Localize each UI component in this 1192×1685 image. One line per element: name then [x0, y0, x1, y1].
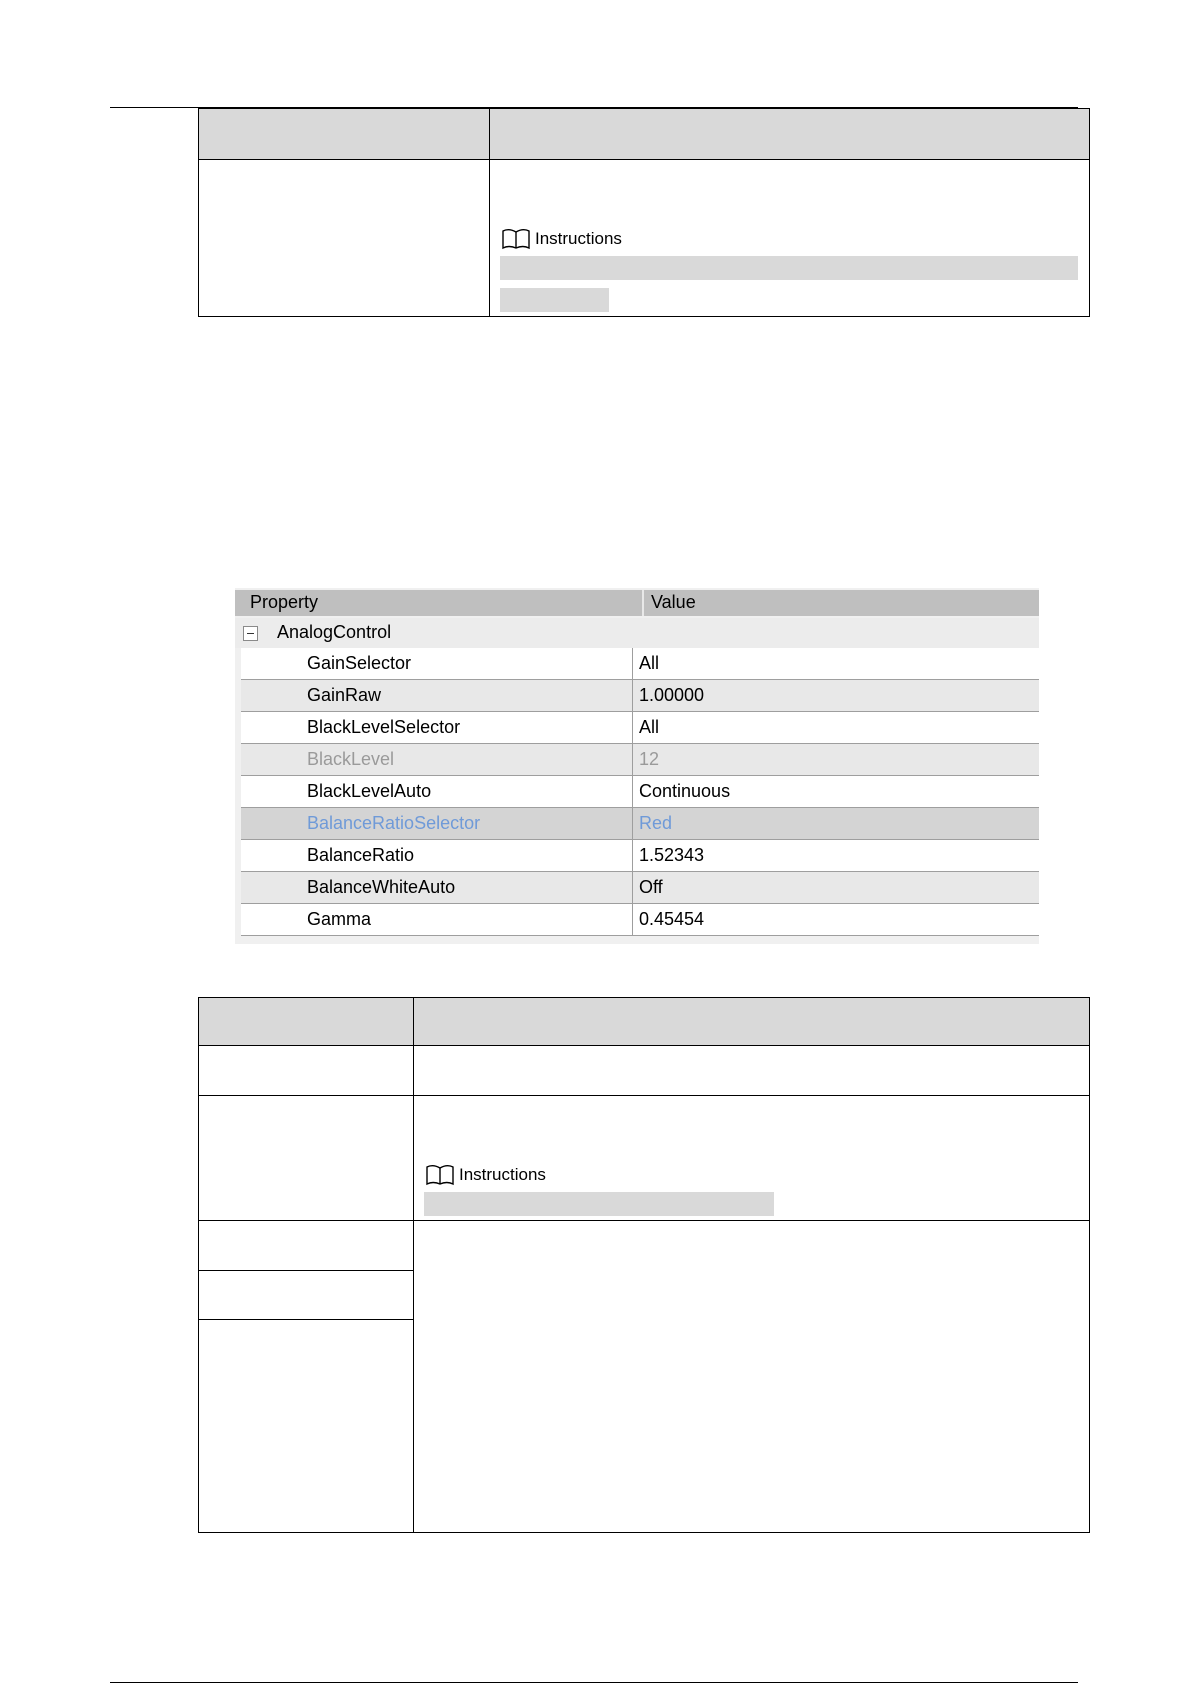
property-name-cell[interactable] [241, 776, 633, 808]
table-2-row-1-description [413, 1045, 1090, 1096]
table-2-row-2-name [198, 1095, 414, 1221]
property-value: Continuous [639, 781, 731, 801]
instructions-label: Instructions [459, 1165, 546, 1184]
redacted-text-bar [424, 1192, 774, 1216]
property-name-cell[interactable] [241, 808, 633, 840]
property-name: Gamma [307, 909, 372, 929]
book-icon [501, 228, 531, 250]
property-name-cell[interactable] [241, 680, 633, 712]
category-row-analogcontrol[interactable] [235, 618, 1039, 648]
property-name: BlackLevel [307, 749, 395, 769]
property-name-cell[interactable] [241, 904, 633, 936]
page-footer-rule [110, 1682, 1078, 1683]
property-row[interactable] [235, 712, 1039, 744]
property-value-cell[interactable] [633, 840, 1039, 872]
table-2-header-col-2 [413, 997, 1090, 1046]
redacted-text-bar [500, 256, 1078, 280]
property-row[interactable] [235, 744, 1039, 776]
value-column-header[interactable]: Value [651, 592, 696, 612]
property-row[interactable] [235, 648, 1039, 680]
property-name: BalanceRatio [307, 845, 415, 865]
column-divider[interactable] [642, 590, 644, 616]
property-value-cell[interactable] [633, 680, 1039, 712]
table-2-merged-description [413, 1220, 1090, 1533]
property-value-cell[interactable] [633, 872, 1039, 904]
table-2-row-1-name [198, 1045, 414, 1096]
property-value: 0.45454 [639, 909, 705, 929]
table-2-row-4-name [198, 1270, 414, 1320]
property-value: Off [639, 877, 663, 897]
category-label: AnalogControl [277, 622, 392, 642]
property-name-cell[interactable] [241, 744, 633, 776]
property-row[interactable] [235, 680, 1039, 712]
property-name: GainRaw [307, 685, 382, 705]
property-name: BalanceWhiteAuto [307, 877, 456, 897]
property-value-cell[interactable] [633, 648, 1039, 680]
book-icon [425, 1164, 455, 1186]
table-2-header-col-1 [198, 997, 414, 1046]
property-value-cell[interactable] [633, 808, 1039, 840]
property-row[interactable] [235, 872, 1039, 904]
table-2-row-3-name [198, 1220, 414, 1271]
property-value-cell[interactable] [633, 744, 1039, 776]
property-value: 12 [639, 749, 660, 769]
property-name: BlackLevelSelector [307, 717, 461, 737]
property-name: BalanceRatioSelector [307, 813, 481, 833]
property-value-cell[interactable] [633, 712, 1039, 744]
table-1-instructions-note [501, 228, 622, 250]
table-1-header-col-1 [198, 108, 490, 160]
collapse-icon[interactable] [243, 626, 258, 641]
property-row[interactable] [235, 776, 1039, 808]
property-value: All [639, 717, 660, 737]
property-grid [235, 588, 1039, 944]
property-name-cell[interactable] [241, 840, 633, 872]
property-value-cell[interactable] [633, 776, 1039, 808]
property-name-cell[interactable] [241, 712, 633, 744]
property-name-cell[interactable] [241, 872, 633, 904]
instructions-label: Instructions [535, 229, 622, 248]
property-name: GainSelector [307, 653, 412, 673]
property-value: All [639, 653, 660, 673]
table-2-instructions-note [425, 1164, 546, 1186]
table-2-row-5-name [198, 1319, 414, 1533]
property-value: Red [639, 813, 673, 833]
property-row[interactable] [235, 808, 1039, 840]
redacted-text-bar [500, 288, 609, 312]
table-1-header-col-2 [489, 108, 1090, 160]
property-row[interactable] [235, 840, 1039, 872]
property-name: BlackLevelAuto [307, 781, 432, 801]
property-row[interactable] [235, 904, 1039, 936]
property-column-header[interactable]: Property [250, 592, 319, 612]
table-1-cell-name [198, 159, 490, 317]
property-grid-header [235, 590, 1039, 616]
property-value: 1.52343 [639, 845, 705, 865]
property-value: 1.00000 [639, 685, 705, 705]
property-value-cell[interactable] [633, 904, 1039, 936]
property-name-cell[interactable] [241, 648, 633, 680]
